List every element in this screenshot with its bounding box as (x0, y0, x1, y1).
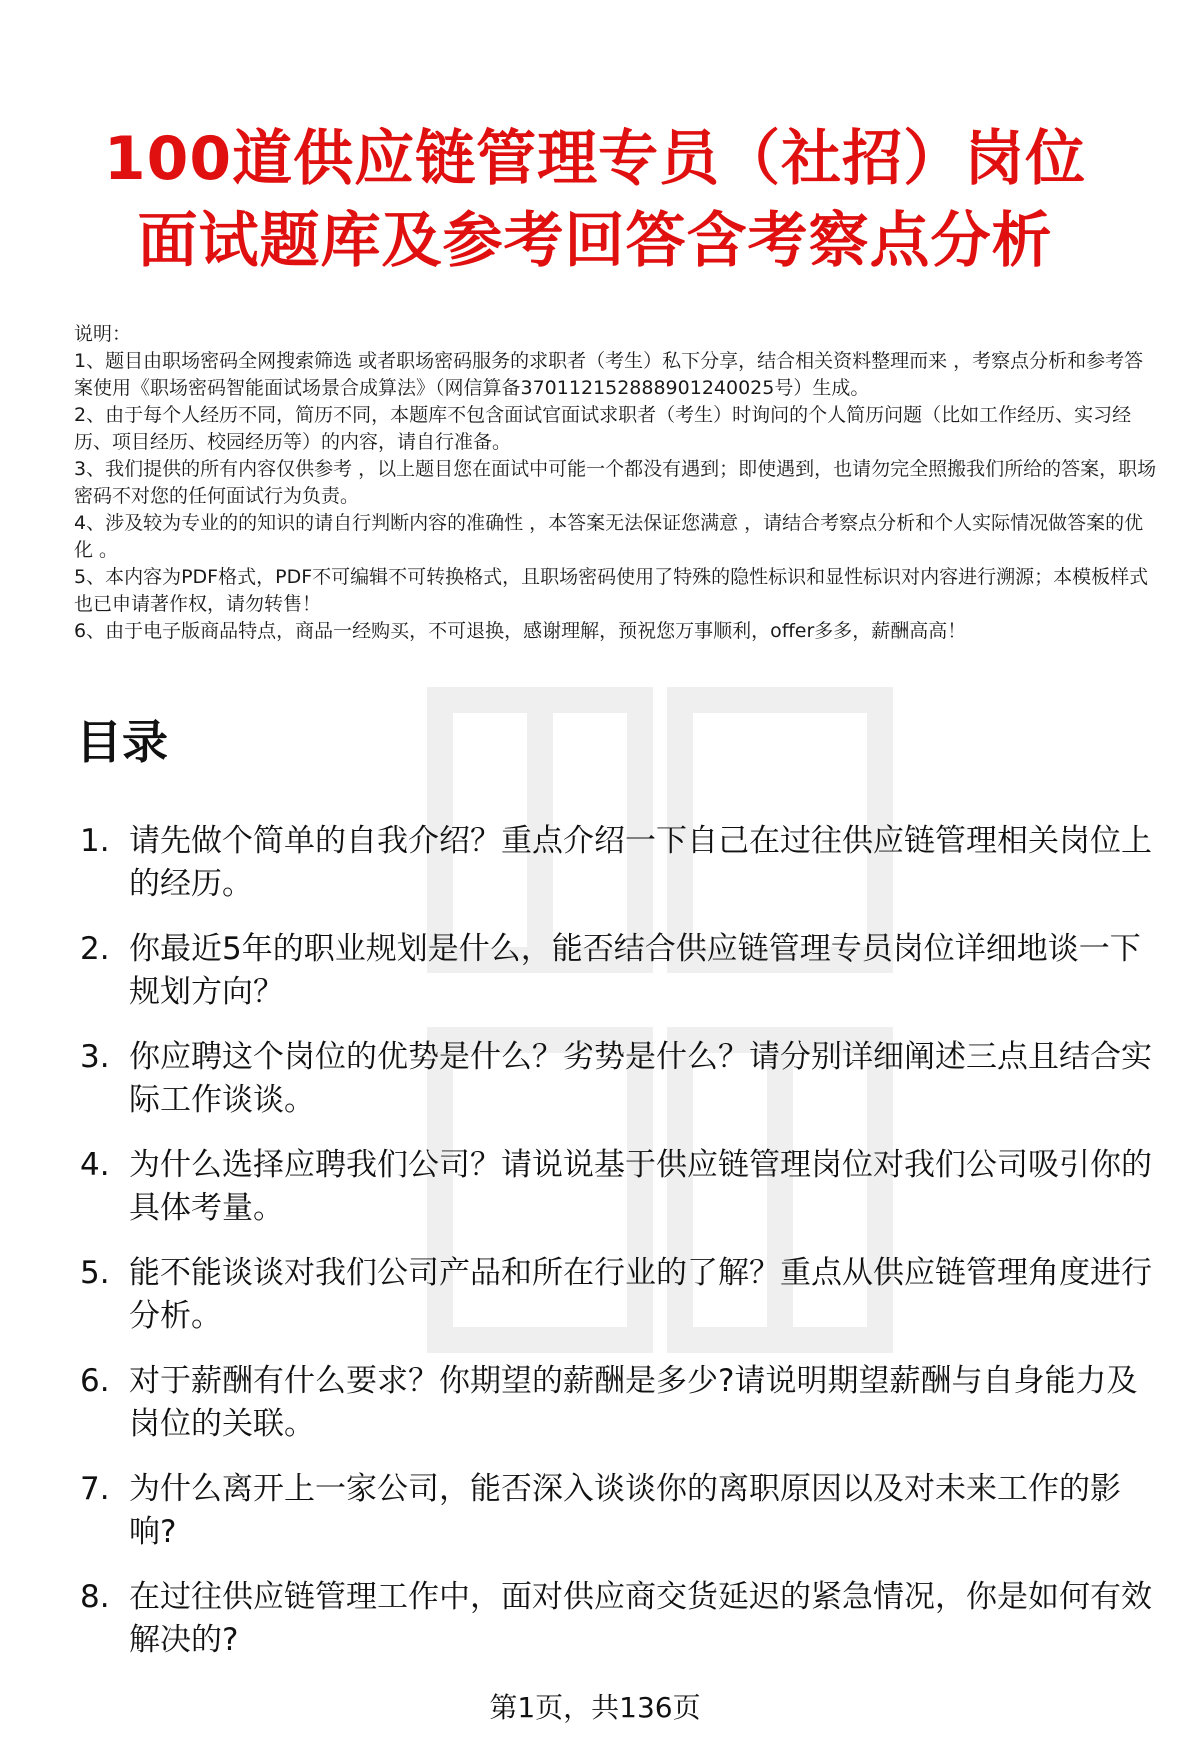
toc-item (74, 1144, 1164, 1230)
note-item: 1、题目由职场密码全网搜索筛选 或者职场密码服务的求职者（考生）私下分享，结合相关资料整理而来 ，考察点分析和参考答案使用《职场密码智能面试场景合成算法》（网信算备370112152888901240025号）生成。 (74, 350, 1144, 399)
toc-item-number: 3. (80, 1039, 110, 1075)
toc-item-text: 在过往供应链管理工作中，面对供应商交货延迟的紧急情况，你是如何有效解决的? (129, 1579, 1152, 1658)
note-item: 5、本内容为PDF格式，PDF不可编辑不可转换格式，且职场密码使用了特殊的隐性标识和显性标识对内容进行溯源；本模板样式也已申请著作权，请勿转售！ (74, 566, 1149, 615)
toc-item (74, 1252, 1164, 1338)
toc-item-text: 为什么离开上一家公司，能否深入谈谈你的离职原因以及对未来工作的影响? (129, 1471, 1121, 1550)
toc-item-text: 为什么选择应聘我们公司？请说说基于供应链管理岗位对我们公司吸引你的具体考量。 (129, 1147, 1152, 1226)
toc-item (74, 928, 1164, 1014)
page-number-footer: 第1页，共136页 (489, 1691, 701, 1724)
toc-item-text: 你应聘这个岗位的优势是什么？劣势是什么？请分别详细阐述三点且结合实际工作谈谈。 (129, 1039, 1152, 1118)
toc-item-number: 8. (80, 1579, 110, 1615)
toc-item (74, 1468, 1164, 1554)
toc-item-text: 你最近5年的职业规划是什么，能否结合供应链管理专员岗位详细地谈一下规划方向？ (129, 931, 1141, 1010)
toc-item-text: 请先做个简单的自我介绍？重点介绍一下自己在过往供应链管理相关岗位上的经历。 (129, 823, 1152, 902)
title-line-2: 面试题库及参考回答含考察点分析 (137, 206, 1053, 276)
toc-item-number: 4. (80, 1147, 110, 1183)
toc-list (74, 820, 1164, 1684)
note-item: 6、由于电子版商品特点，商品一经购买，不可退换，感谢理解，预祝您万事顺利，offer多多，薪酬高高！ (74, 620, 967, 642)
toc-heading: 目录 (76, 715, 168, 769)
toc-item (74, 820, 1164, 906)
note-item: 4、涉及较为专业的的知识的请自行判断内容的准确性 ，本答案无法保证您满意 ，请结合考察点分析和个人实际情况做答案的优化 。 (74, 512, 1144, 561)
toc-item (74, 1360, 1164, 1446)
notes-heading: 说明： (74, 323, 132, 345)
note-item: 3、我们提供的所有内容仅供参考 ，以上题目您在面试中可能一个都没有遇到；即使遇到，也请勿完全照搬我们所给的答案，职场密码不对您的任何面试行为负责。 (74, 458, 1157, 507)
title-line-1: 100道供应链管理专员（社招）岗位 (103, 124, 1087, 194)
toc-item-number: 6. (80, 1363, 110, 1399)
toc-item (74, 1036, 1164, 1122)
notes-section (74, 321, 1159, 645)
toc-item-number: 1. (80, 823, 110, 859)
toc-item-text: 对于薪酬有什么要求？你期望的薪酬是多少?请说明期望薪酬与自身能力及岗位的关联。 (129, 1363, 1138, 1442)
toc-item (74, 1576, 1164, 1662)
note-item: 2、由于每个人经历不同，简历不同，本题库不包含面试官面试求职者（考生）时询问的个人简历问题（比如工作经历、实习经历、项目经历、校园经历等）的内容，请自行准备。 (74, 404, 1132, 453)
document-title (60, 118, 1130, 282)
toc-item-text: 能不能谈谈对我们公司产品和所在行业的了解？重点从供应链管理角度进行分析。 (129, 1255, 1152, 1334)
toc-item-number: 2. (80, 931, 110, 967)
toc-item-number: 7. (80, 1471, 110, 1507)
toc-item-number: 5. (80, 1255, 110, 1291)
